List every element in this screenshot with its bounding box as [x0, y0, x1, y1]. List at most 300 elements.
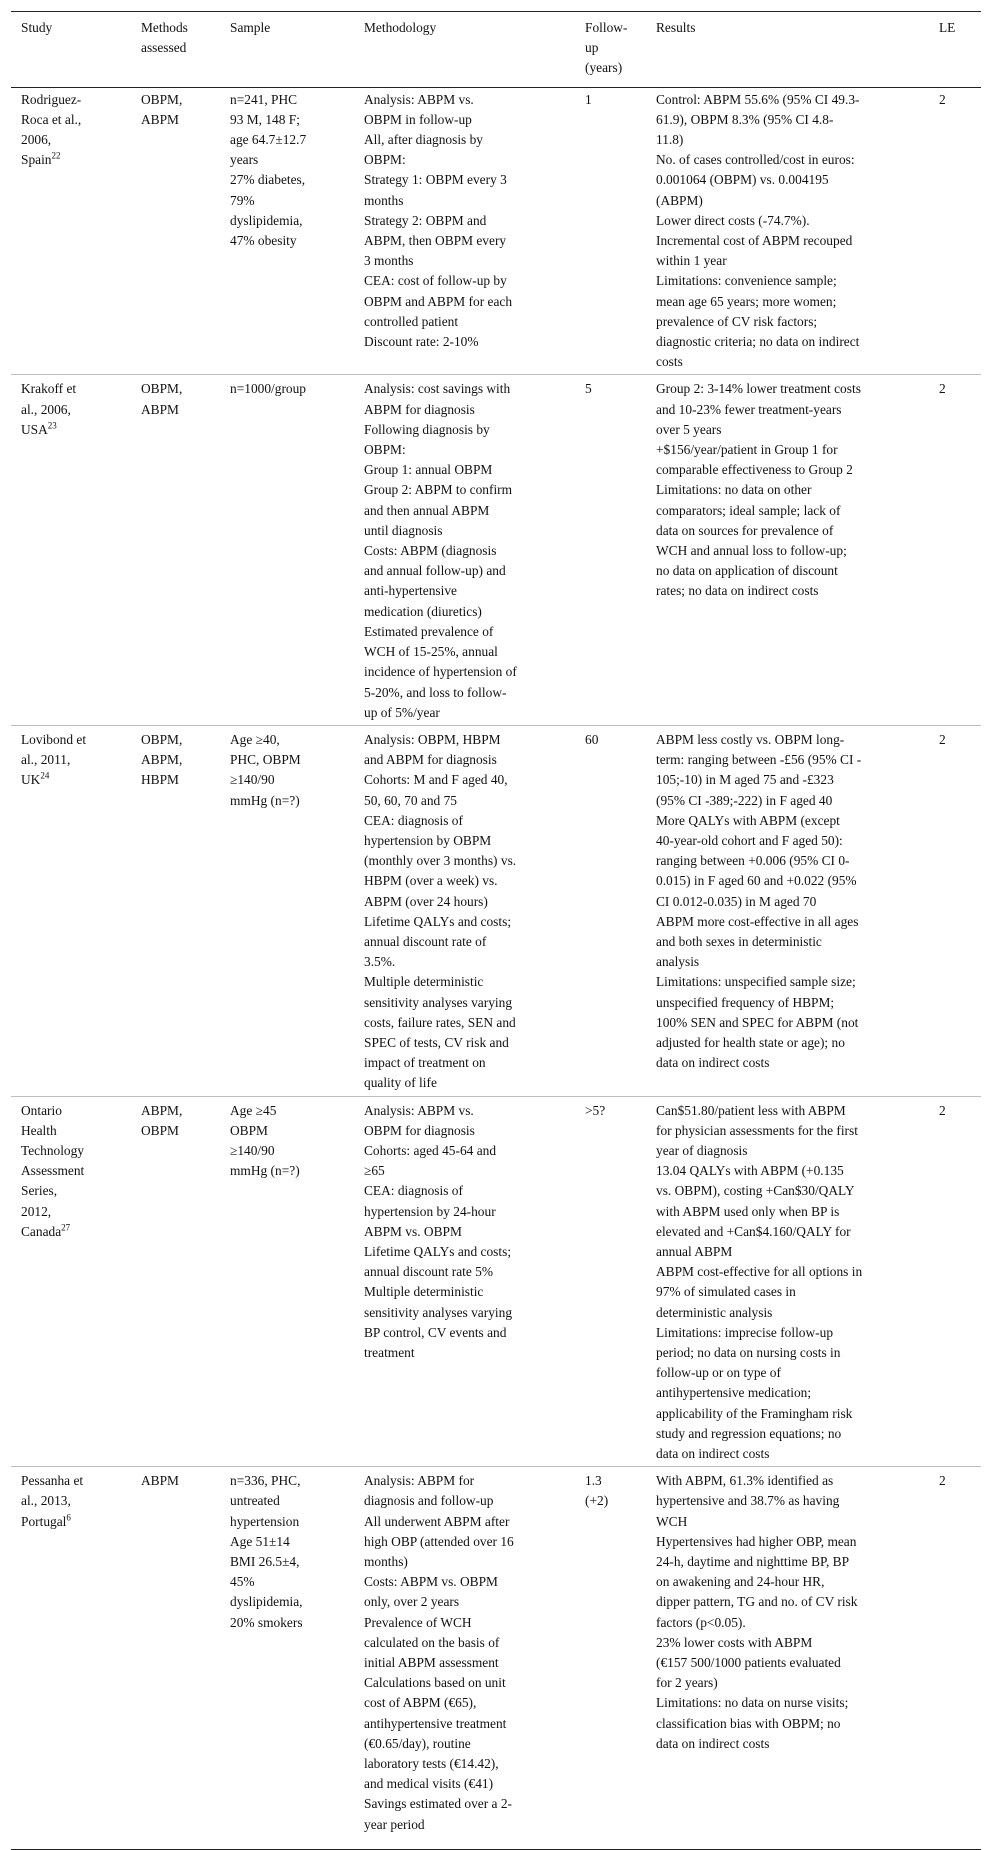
methodology-line	[364, 460, 567, 480]
study-text: Canada	[21, 1223, 62, 1239]
results-line	[656, 1424, 921, 1444]
methodology-line	[364, 1552, 567, 1572]
methodology-text: Costs: ABPM vs. OBPM	[364, 1574, 498, 1590]
sample-text: 20% smokers	[230, 1614, 303, 1630]
results-line	[656, 312, 921, 332]
methodology-text: All, after diagnosis by	[364, 132, 484, 148]
cell-results	[646, 1096, 929, 1467]
methodology-text: Multiple deterministic	[364, 974, 484, 990]
study-text: Krakoff et	[21, 381, 77, 397]
cell-methods	[131, 87, 220, 375]
methodology-line	[364, 1673, 567, 1693]
methodology-line	[364, 730, 567, 750]
results-line	[656, 400, 921, 420]
study-line	[21, 1181, 123, 1201]
results-text: 13.04 QALYs with ABPM (+0.135	[656, 1163, 844, 1179]
followup-line	[585, 1101, 638, 1121]
header-study: Study	[21, 20, 53, 35]
results-text: 40-year-old cohort and F aged 50):	[656, 832, 843, 848]
methodology-text: Lifetime QALYs and costs;	[364, 1243, 512, 1259]
study-text: Rodriguez-	[21, 91, 82, 107]
results-text: antihypertensive medication;	[656, 1385, 812, 1401]
sample-text: BMI 26.5±4,	[230, 1554, 300, 1570]
study-text: Spain	[21, 152, 52, 168]
sample-line	[230, 90, 346, 110]
methods-line	[141, 379, 212, 399]
table-body	[11, 87, 981, 1849]
followup-line	[585, 90, 638, 110]
study-line	[21, 1141, 123, 1161]
table-row	[11, 1467, 981, 1850]
results-text: data on sources for prevalence of	[656, 522, 834, 538]
results-line	[656, 581, 921, 601]
methodology-text: 50, 60, 70 and 75	[364, 792, 457, 808]
study-text: Pessanha et	[21, 1473, 84, 1489]
results-text: dipper pattern, TG and no. of CV risk	[656, 1594, 858, 1610]
methodology-text: treatment	[364, 1345, 415, 1360]
study-text: Portugal	[21, 1513, 67, 1529]
methodology-text: OBPM:	[364, 442, 406, 458]
methodology-line	[364, 1572, 567, 1592]
cell-methods	[131, 1096, 220, 1467]
results-line	[656, 521, 921, 541]
sample-line	[230, 211, 346, 231]
results-text: comparable effectiveness to Group 2	[656, 462, 853, 478]
methodology-line	[364, 1161, 567, 1181]
cell-methods	[131, 375, 220, 725]
followup-text: >5?	[585, 1102, 606, 1118]
results-text: year of diagnosis	[656, 1142, 748, 1158]
methodology-text: and then annual ABPM	[364, 502, 490, 518]
results-text: diagnostic criteria; no data on indirect	[656, 334, 860, 350]
sample-text: 93 M, 148 F;	[230, 111, 300, 127]
sample-line	[230, 1161, 346, 1181]
results-text: for physician assessments for the first	[656, 1122, 858, 1138]
study-line	[21, 730, 123, 750]
sample-text: dyslipidemia,	[230, 1594, 303, 1610]
sample-text: n=241, PHC	[230, 91, 298, 107]
results-line	[656, 770, 921, 790]
methodology-text: OBPM and ABPM for each	[364, 293, 513, 309]
methodology-line	[364, 292, 567, 312]
methodology-text: WCH of 15-25%, annual	[364, 644, 498, 660]
methodology-line	[364, 1693, 567, 1713]
results-line	[656, 1033, 921, 1053]
methodology-line	[364, 1262, 567, 1282]
results-line	[656, 130, 921, 150]
evidence-table	[11, 11, 981, 1850]
methodology-line	[364, 1141, 567, 1161]
methodology-line	[364, 251, 567, 271]
methodology-text: Discount rate: 2-10%	[364, 334, 479, 350]
methodology-text: CEA: cost of follow-up by	[364, 273, 507, 289]
methodology-text: SPEC of tests, CV risk and	[364, 1034, 509, 1050]
methodology-line	[364, 191, 567, 211]
results-text: vs. OBPM), costing +Can$30/QALY	[656, 1183, 855, 1199]
methodology-line	[364, 1491, 567, 1511]
results-line	[656, 1282, 921, 1302]
methodology-text: up of 5%/year	[364, 704, 440, 720]
methodology-text: 5-20%, and loss to follow-	[364, 684, 507, 700]
header-results: Results	[656, 20, 696, 35]
results-line	[656, 1181, 921, 1201]
methodology-line	[364, 231, 567, 251]
sample-text: Age ≥45	[230, 1102, 277, 1118]
sample-text: 27% diabetes,	[230, 172, 306, 188]
sample-line	[230, 130, 346, 150]
cell-sample	[220, 375, 354, 725]
methodology-line	[364, 892, 567, 912]
methodology-text: CEA: diagnosis of	[364, 812, 463, 828]
results-text: study and regression equations; no	[656, 1425, 842, 1441]
table-row	[11, 87, 981, 375]
methodology-line	[364, 1532, 567, 1552]
methodology-line	[364, 1202, 567, 1222]
results-line	[656, 379, 921, 399]
followup-line	[585, 730, 638, 750]
methodology-text: medication (diuretics)	[364, 603, 482, 619]
results-text: 0.015) in F aged 60 and +0.022 (95%	[656, 873, 857, 889]
results-line	[656, 460, 921, 480]
methodology-line	[364, 561, 567, 581]
results-text: for 2 years)	[656, 1675, 718, 1691]
results-line	[656, 332, 921, 352]
methodology-text: Group 1: annual OBPM	[364, 462, 493, 478]
sample-line	[230, 770, 346, 790]
table-row	[11, 1096, 981, 1467]
sample-line	[230, 191, 346, 211]
methodology-text: incidence of hypertension of	[364, 664, 517, 680]
results-line	[656, 1613, 921, 1633]
results-line	[656, 191, 921, 211]
cell-results	[646, 87, 929, 375]
results-line	[656, 1714, 921, 1734]
results-line	[656, 1323, 921, 1343]
reference-number: 6	[66, 1512, 71, 1523]
methodology-text: All underwent ABPM after	[364, 1513, 510, 1529]
methodology-line	[364, 1613, 567, 1633]
results-text: Lower direct costs (-74.7%).	[656, 212, 810, 228]
results-line	[656, 271, 921, 291]
methods-line	[141, 110, 212, 130]
methodology-text: Savings estimated over a 2-	[364, 1796, 513, 1812]
table-header	[11, 12, 981, 88]
methodology-line	[364, 379, 567, 399]
results-line	[656, 1383, 921, 1403]
methodology-line	[364, 932, 567, 952]
sample-line	[230, 1613, 346, 1633]
methods-line	[141, 770, 212, 790]
sample-text: mmHg (n=?)	[230, 792, 300, 808]
results-text: costs	[656, 354, 683, 370]
methodology-text: hypertension by OBPM	[364, 832, 492, 848]
methodology-line	[364, 1073, 567, 1093]
study-text: Assessment	[21, 1163, 85, 1179]
methodology-text: cost of ABPM (€65),	[364, 1695, 477, 1711]
sample-text: OBPM	[230, 1122, 268, 1138]
results-line	[656, 730, 921, 750]
methods-line	[141, 90, 212, 110]
results-line	[656, 1471, 921, 1491]
results-text: and both sexes in deterministic	[656, 933, 822, 949]
results-line	[656, 1303, 921, 1323]
methods-line	[141, 750, 212, 770]
cell-followup	[575, 1096, 646, 1467]
methodology-line	[364, 1121, 567, 1141]
methodology-line	[364, 912, 567, 932]
methodology-line	[364, 480, 567, 500]
followup-text: 5	[585, 381, 592, 397]
methodology-text: and annual follow-up) and	[364, 563, 506, 579]
methods-text: ABPM,	[141, 752, 183, 768]
results-text: WCH	[656, 1513, 688, 1529]
methodology-line	[364, 1343, 567, 1363]
sample-line	[230, 1121, 346, 1141]
results-text: within 1 year	[656, 253, 727, 269]
header-methodology: Methodology	[364, 20, 437, 35]
results-text: More QALYs with ABPM (except	[656, 812, 840, 828]
sample-text: ≥140/90	[230, 772, 275, 788]
reference-number: 24	[40, 770, 50, 781]
cell-followup	[575, 375, 646, 725]
methodology-line	[364, 521, 567, 541]
header-followup: Follow- up (years)	[585, 20, 628, 76]
methodology-line	[364, 1101, 567, 1121]
methodology-text: until diagnosis	[364, 522, 443, 538]
results-text: analysis	[656, 954, 700, 970]
study-line	[21, 90, 123, 110]
methodology-text: annual discount rate of	[364, 933, 487, 949]
sample-line	[230, 170, 346, 190]
methodology-line	[364, 1512, 567, 1532]
methodology-text: Calculations based on unit	[364, 1675, 506, 1691]
followup-text: 60	[585, 731, 599, 747]
cell-study	[11, 87, 131, 375]
methodology-line	[364, 972, 567, 992]
results-text: ABPM cost-effective for all options in	[656, 1264, 863, 1280]
cell-sample	[220, 87, 354, 375]
methodology-line	[364, 170, 567, 190]
methodology-text: impact of treatment on	[364, 1055, 486, 1071]
study-text: Technology	[21, 1142, 85, 1158]
results-text: With ABPM, 61.3% identified as	[656, 1473, 834, 1489]
sample-line	[230, 1512, 346, 1532]
methodology-text: Strategy 1: OBPM every 3	[364, 172, 507, 188]
cell-study	[11, 1467, 131, 1850]
results-line	[656, 1343, 921, 1363]
methodology-text: Costs: ABPM (diagnosis	[364, 543, 497, 559]
results-text: and 10-23% fewer treatment-years	[656, 401, 842, 417]
results-text: No. of cases controlled/cost in euros:	[656, 152, 855, 168]
methodology-text: Cohorts: M and F aged 40,	[364, 772, 508, 788]
table-row	[11, 375, 981, 725]
methodology-line	[364, 993, 567, 1013]
methodology-text: Analysis: ABPM vs.	[364, 1102, 474, 1118]
results-line	[656, 440, 921, 460]
followup-line	[585, 1471, 638, 1491]
results-line	[656, 1013, 921, 1033]
results-line	[656, 892, 921, 912]
sample-text: years	[230, 152, 259, 168]
sample-text: 45%	[230, 1574, 255, 1590]
header-methods: Methods assessed	[141, 20, 188, 56]
study-text: Lovibond et	[21, 731, 87, 747]
methodology-text: Prevalence of WCH	[364, 1614, 472, 1630]
methodology-text: ABPM for diagnosis	[364, 401, 475, 417]
sample-text: 47% obesity	[230, 233, 297, 249]
methodology-text: (€0.65/day), routine	[364, 1735, 471, 1751]
methodology-text: ABPM, then OBPM every	[364, 233, 507, 249]
methodology-line	[364, 1323, 567, 1343]
sample-line	[230, 1572, 346, 1592]
study-line	[21, 110, 123, 130]
methodology-line	[364, 130, 567, 150]
sample-line	[230, 1101, 346, 1121]
methodology-line	[364, 1471, 567, 1491]
results-text: Can$51.80/patient less with ABPM	[656, 1102, 846, 1118]
methods-text: ABPM	[141, 401, 179, 417]
methodology-text: Strategy 2: OBPM and	[364, 212, 487, 228]
followup-text: 1.3	[585, 1473, 602, 1489]
results-text: +$156/year/patient in Group 1 for	[656, 442, 838, 458]
study-line	[21, 1121, 123, 1141]
methodology-text: ABPM vs. OBPM	[364, 1223, 462, 1239]
methodology-line	[364, 851, 567, 871]
header-sample: Sample	[230, 20, 271, 35]
results-text: Limitations: unspecified sample size;	[656, 974, 856, 990]
results-text: comparators; ideal sample; lack of	[656, 502, 841, 518]
results-line	[656, 1141, 921, 1161]
study-text: 2012,	[21, 1203, 52, 1219]
cell-followup	[575, 725, 646, 1096]
results-line	[656, 170, 921, 190]
results-line	[656, 292, 921, 312]
study-line	[21, 1471, 123, 1491]
methodology-text: initial ABPM assessment	[364, 1655, 499, 1671]
methodology-line	[364, 312, 567, 332]
methodology-text: Analysis: ABPM vs.	[364, 91, 474, 107]
results-line	[656, 831, 921, 851]
sample-line	[230, 150, 346, 170]
results-text: adjusted for health state or age); no	[656, 1034, 845, 1050]
results-text: Incremental cost of ABPM recouped	[656, 233, 853, 249]
study-line	[21, 1512, 123, 1532]
methodology-line	[364, 811, 567, 831]
results-text: period; no data on nursing costs in	[656, 1345, 841, 1360]
methodology-line	[364, 420, 567, 440]
results-line	[656, 1053, 921, 1073]
sample-line	[230, 1592, 346, 1612]
cell-methodology	[354, 1467, 575, 1850]
cell-methodology	[354, 1096, 575, 1467]
results-text: prevalence of CV risk factors;	[656, 313, 818, 329]
results-line	[656, 561, 921, 581]
sample-line	[230, 730, 346, 750]
methodology-line	[364, 271, 567, 291]
methodology-line	[364, 332, 567, 352]
methods-text: ABPM,	[141, 1102, 183, 1118]
results-line	[656, 1572, 921, 1592]
methodology-text: OBPM in follow-up	[364, 111, 472, 127]
results-line	[656, 750, 921, 770]
methodology-text: Analysis: cost savings with	[364, 381, 511, 397]
sample-text: Age ≥40,	[230, 731, 280, 747]
results-line	[656, 1101, 921, 1121]
methodology-text: high OBP (attended over 16	[364, 1533, 514, 1549]
results-text: 23% lower costs with ABPM	[656, 1634, 813, 1650]
sample-line	[230, 791, 346, 811]
results-line	[656, 871, 921, 891]
results-line	[656, 1444, 921, 1464]
study-text: Roca et al.,	[21, 111, 82, 127]
study-text: al., 2013,	[21, 1493, 71, 1509]
methodology-line	[364, 1734, 567, 1754]
methodology-text: quality of life	[364, 1075, 437, 1091]
results-text: deterministic analysis	[656, 1304, 773, 1320]
results-text: annual ABPM	[656, 1243, 733, 1259]
methodology-line	[364, 1794, 567, 1814]
study-line	[21, 420, 123, 440]
results-text: Limitations: no data on other	[656, 482, 812, 498]
sample-text: PHC, OBPM	[230, 752, 301, 768]
study-text: UK	[21, 772, 41, 788]
cell-study	[11, 375, 131, 725]
methodology-line	[364, 1774, 567, 1794]
results-text: Limitations: convenience sample;	[656, 273, 837, 289]
methods-line	[141, 1121, 212, 1141]
sample-text: 79%	[230, 192, 255, 208]
study-text: Health	[21, 1122, 57, 1138]
methodology-text: sensitivity analyses varying	[364, 994, 513, 1010]
cell-methods	[131, 1467, 220, 1850]
sample-text: ≥140/90	[230, 1142, 275, 1158]
results-line	[656, 1161, 921, 1181]
results-text: Hypertensives had higher OBP, mean	[656, 1533, 857, 1549]
sample-line	[230, 1141, 346, 1161]
methodology-text: Multiple deterministic	[364, 1284, 484, 1300]
methodology-line	[364, 602, 567, 622]
level-of-evidence: 2	[939, 91, 946, 107]
results-line	[656, 1242, 921, 1262]
results-line	[656, 993, 921, 1013]
results-text: elevated and +Can$4.160/QALY for	[656, 1223, 851, 1239]
sample-text: age 64.7±12.7	[230, 132, 307, 148]
results-text: WCH and annual loss to follow-up;	[656, 543, 847, 559]
methodology-line	[364, 1303, 567, 1323]
results-line	[656, 352, 921, 372]
reference-number: 23	[47, 420, 57, 431]
sample-line	[230, 1471, 346, 1491]
results-line	[656, 1653, 921, 1673]
results-line	[656, 1121, 921, 1141]
sample-line	[230, 231, 346, 251]
methodology-text: OBPM:	[364, 152, 406, 168]
sample-line	[230, 1532, 346, 1552]
results-line	[656, 811, 921, 831]
results-text: mean age 65 years; more women;	[656, 293, 837, 309]
methodology-line	[364, 770, 567, 790]
results-line	[656, 851, 921, 871]
sample-text: dyslipidemia,	[230, 212, 303, 228]
cell-followup	[575, 87, 646, 375]
methodology-text: months)	[364, 1554, 408, 1570]
results-line	[656, 231, 921, 251]
results-text: on awakening and 24-hour HR,	[656, 1574, 825, 1590]
methodology-line	[364, 1181, 567, 1201]
results-line	[656, 501, 921, 521]
results-text: 105;-10) in M aged 75 and -£323	[656, 772, 834, 788]
cell-study	[11, 725, 131, 1096]
